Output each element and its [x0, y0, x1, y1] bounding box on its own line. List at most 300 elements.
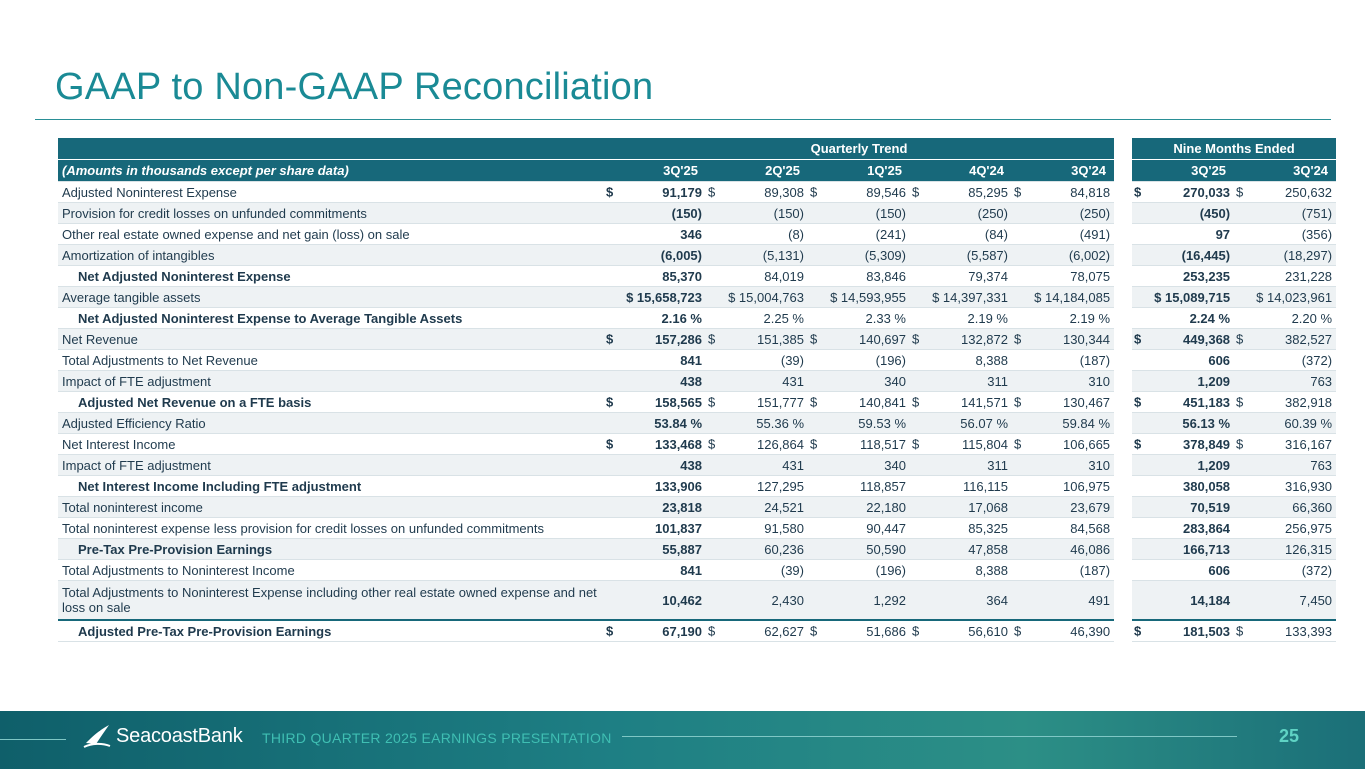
currency-symbol: $ [606, 331, 614, 347]
currency-symbol: $ [1014, 623, 1022, 639]
value-cell [910, 434, 1012, 455]
value-cell [910, 560, 1012, 581]
cell-value: 2.19 % [1069, 310, 1111, 326]
value-cell [604, 518, 706, 539]
table-row [58, 329, 1336, 350]
cell-value: 141,571 [961, 394, 1008, 410]
cell-value: 2,430 [771, 592, 804, 608]
cell-value: 181,503 [1183, 623, 1231, 639]
value-cell [1234, 539, 1336, 560]
cell-value: 106,975 [1063, 478, 1111, 494]
value-cell [808, 203, 910, 224]
value-cell [604, 224, 706, 245]
cell-value: 1,292 [873, 592, 906, 608]
cell-value: (8) [788, 226, 804, 242]
value-cell [1012, 329, 1114, 350]
cell-value: 140,697 [859, 331, 906, 347]
cell-value: 449,368 [1183, 331, 1231, 347]
value-cell [706, 476, 808, 497]
cell-value: 316,167 [1285, 436, 1333, 452]
col-header-n1: 3Q'25 [1132, 160, 1234, 182]
value-cell [1132, 371, 1234, 392]
cell-value: 23,818 [662, 499, 702, 515]
value-cell [808, 182, 910, 203]
cell-value: (16,445) [1181, 247, 1231, 263]
page-title: GAAP to Non-GAAP Reconciliation [55, 66, 654, 108]
cell-value: 60,236 [764, 541, 804, 557]
cell-value: 2.19 % [967, 310, 1008, 326]
cell-value: 316,930 [1285, 478, 1333, 494]
value-cell [910, 224, 1012, 245]
cell-value: 841 [680, 562, 702, 578]
cell-value: 1,209 [1197, 457, 1231, 473]
row-label: Pre-Tax Pre-Provision Earnings [58, 539, 604, 560]
cell-value: 250,632 [1285, 184, 1333, 200]
cell-value: 2.25 % [763, 310, 804, 326]
cell-value: 253,235 [1183, 268, 1231, 284]
value-cell [604, 413, 706, 434]
cell-value: 8,388 [975, 562, 1008, 578]
value-cell [1012, 620, 1114, 642]
cell-value: 85,325 [968, 520, 1008, 536]
cell-value: (356) [1301, 226, 1333, 242]
cell-value: (491) [1079, 226, 1111, 242]
table-row [58, 476, 1336, 497]
cell-value: $ 15,658,723 [626, 289, 702, 305]
value-cell [910, 266, 1012, 287]
value-cell [1234, 287, 1336, 308]
value-cell [1234, 203, 1336, 224]
value-cell [808, 518, 910, 539]
value-cell [1132, 413, 1234, 434]
currency-symbol: $ [810, 184, 818, 200]
title-divider [35, 119, 1331, 120]
cell-value: 311 [987, 373, 1008, 389]
cell-value: 56,610 [968, 623, 1008, 639]
cell-value: 55,887 [662, 541, 702, 557]
currency-symbol: $ [1236, 436, 1244, 452]
value-cell [604, 455, 706, 476]
cell-value: 158,565 [655, 394, 702, 410]
table-row [58, 620, 1336, 642]
value-cell [808, 224, 910, 245]
currency-symbol: $ [1134, 184, 1142, 200]
value-cell [1234, 350, 1336, 371]
footer-line-right [622, 736, 1237, 737]
cell-value: 763 [1310, 373, 1333, 389]
cell-value: 127,295 [757, 478, 804, 494]
value-cell [604, 497, 706, 518]
value-cell [1132, 434, 1234, 455]
value-cell [1234, 329, 1336, 350]
value-cell [1132, 581, 1234, 621]
value-cell [604, 434, 706, 455]
cell-value: 256,975 [1285, 520, 1333, 536]
cell-value: 66,360 [1292, 499, 1333, 515]
cell-value: 46,390 [1070, 623, 1111, 639]
value-cell [1012, 476, 1114, 497]
cell-value: 84,019 [764, 268, 804, 284]
cell-value: 50,590 [866, 541, 906, 557]
value-cell [808, 371, 910, 392]
cell-value: 311 [987, 457, 1008, 473]
value-cell [1012, 581, 1114, 621]
value-cell [1234, 413, 1336, 434]
value-cell [1012, 413, 1114, 434]
cell-value: (18,297) [1283, 247, 1333, 263]
row-label: Adjusted Pre-Tax Pre-Provision Earnings [58, 620, 604, 642]
value-cell [910, 476, 1012, 497]
value-cell [706, 518, 808, 539]
cell-value: (250) [1079, 205, 1111, 221]
table-row [58, 413, 1336, 434]
cell-value: 83,846 [866, 268, 906, 284]
cell-value: 8,388 [975, 352, 1008, 368]
value-cell [910, 182, 1012, 203]
cell-value: 91,179 [662, 184, 702, 200]
row-label: Total Adjustments to Noninterest Income [58, 560, 604, 581]
cell-value: 118,517 [859, 436, 906, 452]
table-row [58, 245, 1336, 266]
cell-value: (196) [875, 352, 906, 368]
currency-symbol: $ [810, 331, 818, 347]
cell-value: 270,033 [1183, 184, 1231, 200]
cell-value: $ 15,089,715 [1154, 289, 1231, 305]
cell-value: 382,527 [1285, 331, 1333, 347]
cell-value: 70,519 [1190, 499, 1231, 515]
cell-value: $ 14,184,085 [1034, 289, 1111, 305]
cell-value: (39) [780, 562, 804, 578]
cell-value: (84) [984, 226, 1008, 242]
row-label: Adjusted Noninterest Expense [58, 182, 604, 203]
currency-symbol: $ [1014, 394, 1022, 410]
value-cell [1132, 245, 1234, 266]
table-row [58, 518, 1336, 539]
cell-value: (39) [780, 352, 804, 368]
cell-value: $ 14,397,331 [932, 289, 1008, 305]
cell-value: 380,058 [1183, 478, 1231, 494]
value-cell [1012, 518, 1114, 539]
currency-symbol: $ [1014, 331, 1022, 347]
value-cell [604, 476, 706, 497]
cell-value: (196) [875, 562, 906, 578]
value-cell [604, 350, 706, 371]
value-cell [910, 287, 1012, 308]
value-cell [808, 434, 910, 455]
cell-value: 340 [884, 373, 906, 389]
cell-value: 17,068 [968, 499, 1008, 515]
value-cell [706, 371, 808, 392]
value-cell [1234, 371, 1336, 392]
value-cell [910, 329, 1012, 350]
value-cell [1012, 203, 1114, 224]
value-cell [1012, 287, 1114, 308]
cell-value: $ 14,023,961 [1256, 289, 1333, 305]
row-label: Impact of FTE adjustment [58, 455, 604, 476]
currency-symbol: $ [1236, 623, 1244, 639]
currency-symbol: $ [606, 184, 614, 200]
cell-value: 606 [1208, 562, 1231, 578]
row-label: Adjusted Efficiency Ratio [58, 413, 604, 434]
value-cell [1012, 371, 1114, 392]
cell-value: 431 [782, 373, 804, 389]
value-cell [808, 413, 910, 434]
value-cell [808, 245, 910, 266]
cell-value: 85,295 [968, 184, 1008, 200]
cell-value: $ 14,593,955 [830, 289, 906, 305]
currency-symbol: $ [708, 331, 716, 347]
table-row [58, 497, 1336, 518]
currency-symbol: $ [1134, 331, 1142, 347]
col-header-n2: 3Q'24 [1234, 160, 1336, 182]
value-cell [604, 203, 706, 224]
value-cell [706, 455, 808, 476]
value-cell [1234, 392, 1336, 413]
cell-value: 89,308 [764, 184, 804, 200]
group-header-row [58, 138, 1336, 160]
currency-symbol: $ [912, 394, 920, 410]
value-cell [1234, 476, 1336, 497]
cell-value: 130,467 [1063, 394, 1111, 410]
row-label: Total noninterest expense less provision for credit losses on unfunded commitments [58, 518, 604, 539]
value-cell [604, 620, 706, 642]
brand-name: SeacoastBank [116, 724, 243, 747]
cell-value: 60.39 % [1284, 415, 1333, 431]
value-cell [1234, 182, 1336, 203]
cell-value: 133,906 [655, 478, 702, 494]
cell-value: 106,665 [1063, 436, 1111, 452]
cell-value: (150) [773, 205, 804, 221]
page-number: 25 [1279, 726, 1300, 746]
value-cell [1012, 434, 1114, 455]
value-cell [808, 581, 910, 621]
value-cell [808, 455, 910, 476]
currency-symbol: $ [1236, 394, 1244, 410]
cell-value: 133,468 [655, 436, 702, 452]
value-cell [604, 287, 706, 308]
value-cell [706, 308, 808, 329]
currency-symbol: $ [606, 623, 614, 639]
row-label: Total noninterest income [58, 497, 604, 518]
footer-line-left [0, 739, 66, 740]
cell-value: 97 [1215, 226, 1231, 242]
cell-value: 126,315 [1285, 541, 1333, 557]
cell-value: 283,864 [1183, 520, 1231, 536]
value-cell [808, 497, 910, 518]
currency-symbol: $ [708, 436, 716, 452]
cell-value: 91,580 [764, 520, 804, 536]
cell-value: (6,005) [660, 247, 702, 263]
cell-value: 126,864 [757, 436, 804, 452]
value-cell [910, 308, 1012, 329]
value-cell [604, 581, 706, 621]
value-cell [706, 581, 808, 621]
value-cell [1132, 203, 1234, 224]
cell-value: 382,918 [1285, 394, 1333, 410]
cell-value: 151,777 [757, 394, 804, 410]
value-cell [1012, 266, 1114, 287]
cell-value: (250) [977, 205, 1008, 221]
currency-symbol: $ [708, 623, 716, 639]
value-cell [1132, 455, 1234, 476]
value-cell [808, 287, 910, 308]
row-label: Total Adjustments to Net Revenue [58, 350, 604, 371]
cell-value: 101,837 [655, 520, 702, 536]
cell-value: 89,546 [866, 184, 906, 200]
cell-value: 118,857 [859, 478, 906, 494]
cell-value: 62,627 [764, 623, 804, 639]
cell-value: 46,086 [1070, 541, 1111, 557]
table-row [58, 182, 1336, 203]
value-cell [1132, 224, 1234, 245]
currency-symbol: $ [708, 394, 716, 410]
col-header-q3: 1Q'25 [808, 160, 910, 182]
cell-value: 14,184 [1190, 592, 1231, 608]
cell-value: 22,180 [866, 499, 906, 515]
row-label: Provision for credit losses on unfunded commitments [58, 203, 604, 224]
cell-value: (150) [671, 205, 702, 221]
cell-value: 51,686 [866, 623, 906, 639]
currency-symbol: $ [708, 184, 716, 200]
cell-value: 24,521 [764, 499, 804, 515]
cell-value: 346 [680, 226, 702, 242]
cell-value: 2.20 % [1291, 310, 1333, 326]
row-label: Total Adjustments to Noninterest Expense including other real estate owned expense and net loss on sale [58, 581, 604, 621]
cell-value: (372) [1301, 562, 1333, 578]
currency-symbol: $ [606, 436, 614, 452]
cell-value: 59.84 % [1062, 415, 1111, 431]
cell-value: 438 [680, 457, 702, 473]
value-cell [604, 392, 706, 413]
cell-value: 491 [1088, 592, 1111, 608]
cell-value: 7,450 [1299, 592, 1333, 608]
cell-value: 79,374 [968, 268, 1008, 284]
currency-symbol: $ [810, 394, 818, 410]
cell-value: 2.24 % [1189, 310, 1231, 326]
cell-value: 151,385 [757, 331, 804, 347]
nine-months-header: Nine Months Ended [1132, 138, 1336, 160]
currency-symbol: $ [1134, 436, 1142, 452]
footer-bar [0, 711, 1365, 769]
reconciliation-table [58, 138, 1336, 642]
currency-symbol: $ [912, 623, 920, 639]
value-cell [706, 497, 808, 518]
presentation-title: THIRD QUARTER 2025 EARNINGS PRESENTATION [262, 730, 612, 746]
value-cell [910, 539, 1012, 560]
value-cell [604, 371, 706, 392]
value-cell [604, 245, 706, 266]
cell-value: 157,286 [655, 331, 702, 347]
cell-value: (6,002) [1068, 247, 1111, 263]
currency-symbol: $ [1014, 184, 1022, 200]
value-cell [1012, 539, 1114, 560]
value-cell [706, 266, 808, 287]
value-cell [1012, 350, 1114, 371]
value-cell [808, 266, 910, 287]
value-cell [808, 350, 910, 371]
currency-symbol: $ [1236, 184, 1244, 200]
cell-value: 67,190 [662, 623, 702, 639]
value-cell [1132, 308, 1234, 329]
currency-symbol: $ [810, 436, 818, 452]
cell-value: 130,344 [1063, 331, 1111, 347]
row-label: Net Adjusted Noninterest Expense to Average Tangible Assets [58, 308, 604, 329]
currency-symbol: $ [1014, 436, 1022, 452]
cell-value: 340 [884, 457, 906, 473]
value-cell [706, 434, 808, 455]
value-cell [1132, 539, 1234, 560]
value-cell [910, 203, 1012, 224]
value-cell [1132, 266, 1234, 287]
cell-value: (5,309) [864, 247, 906, 263]
cell-value: 55.36 % [756, 415, 804, 431]
table-row [58, 581, 1336, 621]
value-cell [706, 287, 808, 308]
value-cell [1012, 497, 1114, 518]
value-cell [910, 245, 1012, 266]
value-cell [706, 245, 808, 266]
value-cell [1234, 560, 1336, 581]
table-row [58, 539, 1336, 560]
value-cell [1012, 455, 1114, 476]
sail-icon [82, 723, 112, 749]
cell-value: 438 [680, 373, 702, 389]
cell-value: 2.33 % [865, 310, 906, 326]
value-cell [1132, 182, 1234, 203]
value-cell [1132, 518, 1234, 539]
value-cell [1012, 182, 1114, 203]
value-cell [1234, 581, 1336, 621]
cell-value: (241) [875, 226, 906, 242]
value-cell [1012, 224, 1114, 245]
value-cell [910, 497, 1012, 518]
currency-symbol: $ [606, 394, 614, 410]
table-row [58, 560, 1336, 581]
cell-value: 115,804 [961, 436, 1008, 452]
value-cell [1132, 350, 1234, 371]
table-row [58, 350, 1336, 371]
value-cell [706, 329, 808, 350]
cell-value: 231,228 [1285, 268, 1333, 284]
value-cell [1234, 455, 1336, 476]
value-cell [604, 182, 706, 203]
table-row [58, 287, 1336, 308]
value-cell [1132, 287, 1234, 308]
cell-value: 378,849 [1183, 436, 1231, 452]
value-cell [1012, 560, 1114, 581]
row-label: Net Interest Income Including FTE adjustment [58, 476, 604, 497]
value-cell [1234, 308, 1336, 329]
value-cell [910, 392, 1012, 413]
cell-value: 133,393 [1285, 623, 1333, 639]
value-cell [1234, 620, 1336, 642]
cell-value: 53.84 % [654, 415, 702, 431]
value-cell [1234, 434, 1336, 455]
row-label: Impact of FTE adjustment [58, 371, 604, 392]
table-row [58, 455, 1336, 476]
value-cell [1234, 266, 1336, 287]
column-header-row [58, 160, 1336, 182]
cell-value: 84,568 [1070, 520, 1111, 536]
value-cell [1012, 392, 1114, 413]
cell-value: 59.53 % [858, 415, 906, 431]
value-cell [1132, 497, 1234, 518]
units-note: (Amounts in thousands except per share data) [58, 160, 604, 182]
cell-value: 47,858 [968, 541, 1008, 557]
currency-symbol: $ [1134, 623, 1142, 639]
currency-symbol: $ [912, 436, 920, 452]
value-cell [808, 620, 910, 642]
